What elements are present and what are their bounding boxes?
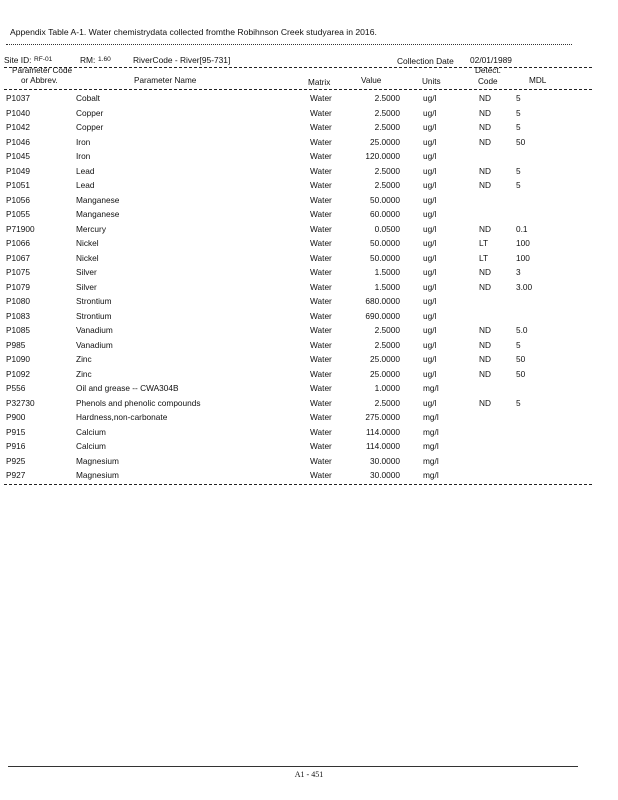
cell-name: Zinc [76, 354, 92, 364]
table-row [0, 265, 618, 279]
cell-matrix: Water [310, 267, 332, 277]
table-row [0, 425, 618, 439]
cell-matrix: Water [310, 165, 332, 176]
cell-matrix: Water [310, 354, 332, 364]
cell-mdl: 50 [516, 354, 526, 364]
cell-matrix: Water [310, 238, 332, 248]
cell-mdl: 5 [516, 397, 521, 408]
col-header-matrix: Matrix [308, 78, 331, 87]
cell-matrix: Water [310, 412, 332, 422]
cell-name: Cobalt [76, 93, 100, 103]
cell-matrix: Water [310, 194, 332, 205]
cell-value: 30.0000 [370, 455, 400, 466]
table-row [0, 207, 618, 221]
cell-matrix: Water [310, 368, 332, 379]
cell-value: 680.0000 [365, 296, 400, 306]
table-row [0, 439, 618, 453]
cell-mdl: 3.00 [516, 281, 533, 292]
cell-code: P1067 [6, 252, 30, 263]
cell-mdl: 5 [516, 122, 521, 132]
cell-value: 114.0000 [366, 426, 400, 437]
cell-matrix: Water [310, 252, 332, 263]
cell-code: P1046 [6, 136, 30, 147]
cell-mdl: 5 [516, 165, 521, 176]
cell-matrix: Water [310, 296, 332, 306]
col-header-code-line1: Parameter Code [12, 66, 73, 75]
cell-matrix: Water [310, 209, 332, 219]
cell-detect: ND [479, 368, 491, 379]
cell-matrix: Water [310, 223, 332, 234]
cell-units: ug/l [423, 93, 437, 103]
cell-value: 25.0000 [370, 368, 400, 379]
cell-detect: ND [479, 223, 491, 234]
cell-name: Mercury [76, 223, 106, 234]
table-row [0, 236, 618, 250]
cell-code: P1040 [6, 107, 30, 118]
cell-value: 25.0000 [370, 354, 400, 364]
cell-code: P1037 [6, 93, 30, 103]
cell-name: Zinc [76, 368, 92, 379]
table-row [0, 222, 618, 236]
cell-value: 2.5000 [374, 180, 400, 190]
table-row [0, 91, 618, 105]
table-row [0, 193, 618, 207]
cell-units: ug/l [423, 325, 437, 335]
rm-value: 1.60 [98, 56, 111, 63]
cell-name: Nickel [76, 238, 99, 248]
cell-units: ug/l [423, 252, 437, 263]
table-row [0, 309, 618, 323]
cell-detect: LT [479, 238, 489, 248]
cell-name: Iron [76, 136, 91, 147]
rm-label: RM: [80, 55, 96, 65]
cell-detect: ND [479, 281, 491, 292]
cell-value: 50.0000 [370, 238, 400, 248]
cell-units: ug/l [423, 165, 437, 176]
header-top-rule [4, 67, 592, 68]
cell-name: Magnesium [76, 470, 119, 480]
cell-value: 2.5000 [374, 93, 400, 103]
cell-value: 2.5000 [374, 397, 400, 408]
cell-name: Strontium [76, 296, 112, 306]
col-header-mdl: MDL [529, 76, 547, 85]
cell-detect: ND [479, 339, 491, 350]
cell-name: Hardness,non-carbonate [76, 412, 168, 422]
cell-value: 2.5000 [374, 339, 400, 350]
cell-code: P1090 [6, 354, 30, 364]
cell-code: P900 [6, 412, 26, 422]
cell-name: Manganese [76, 194, 120, 205]
cell-value: 30.0000 [370, 470, 400, 480]
cell-units: ug/l [423, 354, 437, 364]
cell-mdl: 5.0 [516, 325, 528, 335]
table-row [0, 338, 618, 352]
cell-name: Strontium [76, 310, 112, 321]
cell-code: P1056 [6, 194, 30, 205]
cell-mdl: 5 [516, 339, 521, 350]
cell-mdl: 5 [516, 180, 521, 190]
cell-mdl: 5 [516, 93, 521, 103]
cell-value: 2.5000 [374, 122, 400, 132]
col-header-value: Value [361, 76, 382, 85]
cell-value: 1.5000 [374, 281, 400, 292]
cell-code: P32730 [6, 397, 35, 408]
cell-units: mg/l [423, 441, 439, 451]
cell-code: P1075 [6, 267, 30, 277]
cell-mdl: 100 [516, 252, 530, 263]
cell-code: P916 [6, 441, 26, 451]
cell-detect: ND [479, 93, 491, 103]
table-row [0, 352, 618, 366]
cell-units: ug/l [423, 238, 437, 248]
cell-matrix: Water [310, 426, 332, 437]
cell-detect: ND [479, 136, 491, 147]
cell-code: P1079 [6, 281, 30, 292]
cell-units: ug/l [423, 136, 437, 147]
cell-name: Lead [76, 165, 95, 176]
cell-value: 114.0000 [366, 441, 400, 451]
site-id-label: Site ID: [4, 55, 32, 65]
table-row [0, 367, 618, 381]
cell-matrix: Water [310, 151, 332, 161]
cell-units: ug/l [423, 368, 437, 379]
collection-date-value: 02/01/1989 [470, 55, 512, 65]
cell-detect: ND [479, 325, 491, 335]
collection-date-label: Collection Date [397, 56, 454, 66]
cell-matrix: Water [310, 93, 332, 103]
table-row [0, 135, 618, 149]
cell-detect: ND [479, 267, 491, 277]
cell-units: ug/l [423, 107, 437, 118]
cell-value: 120.0000 [365, 151, 400, 161]
cell-code: P1083 [6, 310, 30, 321]
cell-matrix: Water [310, 455, 332, 466]
cell-name: Vanadium [76, 339, 113, 350]
cell-value: 275.0000 [365, 412, 400, 422]
table-row [0, 294, 618, 308]
col-header-code-line2: or Abbrev. [21, 76, 58, 85]
cell-value: 690.0000 [365, 310, 400, 321]
cell-name: Calcium [76, 426, 106, 437]
cell-units: ug/l [423, 194, 437, 205]
table-row [0, 106, 618, 120]
footer-divider [8, 766, 578, 767]
cell-value: 50.0000 [370, 252, 400, 263]
cell-code: P71900 [6, 223, 35, 234]
cell-detect: ND [479, 107, 491, 118]
cell-matrix: Water [310, 339, 332, 350]
cell-mdl: 0.1 [516, 223, 528, 234]
cell-units: ug/l [423, 180, 437, 190]
table-row [0, 468, 618, 482]
cell-code: P1045 [6, 151, 30, 161]
table-row [0, 396, 618, 410]
cell-name: Lead [76, 180, 95, 190]
cell-name: Nickel [76, 252, 99, 263]
table-bottom-rule [4, 484, 592, 485]
cell-matrix: Water [310, 107, 332, 118]
cell-detect: ND [479, 165, 491, 176]
cell-mdl: 3 [516, 267, 521, 277]
cell-matrix: Water [310, 441, 332, 451]
cell-units: ug/l [423, 209, 437, 219]
table-row [0, 251, 618, 265]
cell-units: ug/l [423, 122, 437, 132]
cell-code: P1092 [6, 368, 30, 379]
cell-code: P925 [6, 455, 26, 466]
header-bottom-rule [4, 89, 592, 90]
cell-units: mg/l [423, 426, 439, 437]
cell-code: P927 [6, 470, 26, 480]
table-row [0, 381, 618, 395]
cell-mdl: 50 [516, 136, 526, 147]
col-header-name: Parameter Name [134, 76, 197, 85]
table-row [0, 149, 618, 163]
cell-name: Vanadium [76, 325, 113, 335]
col-header-units: Units [422, 77, 441, 86]
table-row [0, 164, 618, 178]
cell-detect: LT [479, 252, 489, 263]
table-row [0, 178, 618, 192]
cell-mdl: 50 [516, 368, 526, 379]
cell-name: Iron [76, 151, 91, 161]
cell-value: 0.0500 [374, 223, 400, 234]
cell-name: Silver [76, 281, 97, 292]
cell-matrix: Water [310, 122, 332, 132]
cell-units: ug/l [423, 223, 437, 234]
cell-code: P1085 [6, 325, 30, 335]
cell-matrix: Water [310, 180, 332, 190]
cell-units: ug/l [423, 397, 437, 408]
cell-value: 60.0000 [370, 209, 400, 219]
cell-value: 2.5000 [374, 107, 400, 118]
cell-units: mg/l [423, 470, 439, 480]
cell-name: Copper [76, 107, 104, 118]
cell-detect: ND [479, 180, 491, 190]
cell-mdl: 100 [516, 238, 530, 248]
col-header-detect-line1: Detect. [475, 66, 501, 75]
cell-code: P1066 [6, 238, 30, 248]
cell-name: Calcium [76, 441, 106, 451]
cell-name: Oil and grease -- CWA304B [76, 383, 179, 393]
cell-value: 50.0000 [370, 194, 400, 205]
cell-matrix: Water [310, 136, 332, 147]
cell-matrix: Water [310, 383, 332, 393]
cell-units: mg/l [423, 412, 439, 422]
cell-units: ug/l [423, 151, 437, 161]
site-id-value: RF-01 [34, 56, 53, 63]
cell-units: ug/l [423, 267, 437, 277]
cell-matrix: Water [310, 310, 332, 321]
cell-detect: ND [479, 397, 491, 408]
cell-name: Manganese [76, 209, 120, 219]
cell-detect: ND [479, 122, 491, 132]
river-code: RiverCode - River[95-731] [133, 55, 231, 65]
cell-name: Copper [76, 122, 104, 132]
cell-detect: ND [479, 354, 491, 364]
table-row [0, 120, 618, 134]
cell-value: 25.0000 [370, 136, 400, 147]
cell-units: ug/l [423, 339, 437, 350]
cell-units: ug/l [423, 310, 437, 321]
cell-value: 2.5000 [374, 325, 400, 335]
cell-name: Silver [76, 267, 97, 277]
col-header-detect-line2: Code [478, 77, 498, 86]
cell-matrix: Water [310, 281, 332, 292]
table-row [0, 454, 618, 468]
caption-divider [6, 44, 572, 45]
cell-name: Magnesium [76, 455, 119, 466]
cell-code: P985 [6, 339, 26, 350]
cell-value: 1.5000 [374, 267, 400, 277]
cell-code: P1055 [6, 209, 30, 219]
cell-matrix: Water [310, 397, 332, 408]
cell-code: P1080 [6, 296, 30, 306]
cell-units: ug/l [423, 296, 437, 306]
cell-value: 1.0000 [374, 383, 400, 393]
cell-units: mg/l [423, 455, 439, 466]
cell-matrix: Water [310, 325, 332, 335]
cell-code: P556 [6, 383, 26, 393]
cell-units: mg/l [423, 383, 439, 393]
cell-code: P1049 [6, 165, 30, 176]
cell-code: P1051 [6, 180, 30, 190]
page-number: A1 - 451 [294, 770, 324, 779]
table-row [0, 280, 618, 294]
table-caption: Appendix Table A-1. Water chemistrydata collected fromthe Robihnson Creek studyarea in 2016. [10, 27, 377, 37]
table-row [0, 410, 618, 424]
cell-code: P915 [6, 426, 26, 437]
cell-mdl: 5 [516, 107, 521, 118]
cell-code: P1042 [6, 122, 30, 132]
table-row [0, 323, 618, 337]
cell-name: Phenols and phenolic compounds [76, 397, 201, 408]
cell-units: ug/l [423, 281, 437, 292]
cell-value: 2.5000 [374, 165, 400, 176]
cell-matrix: Water [310, 470, 332, 480]
